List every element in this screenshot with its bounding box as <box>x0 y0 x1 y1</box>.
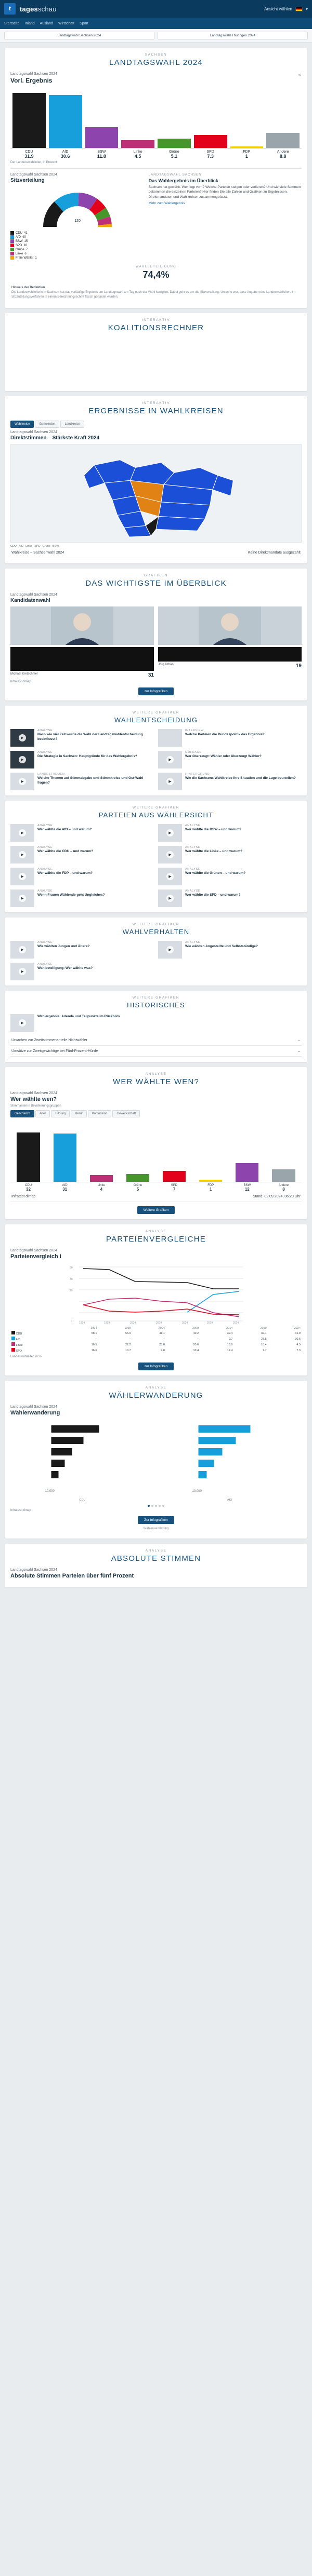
whovoted-chart-head: Landtagswahl Sachsen 2024 <box>10 1091 57 1095</box>
migration-source: Infratest dimap <box>10 1509 31 1512</box>
teaser-thumb <box>10 846 34 864</box>
decision-card <box>5 706 307 795</box>
overview-card-title: DAS WICHTIGSTE IM ÜBERBLICK <box>85 579 227 588</box>
compare-card <box>5 1224 307 1375</box>
svg-text:1994: 1994 <box>79 1321 85 1324</box>
teaser-item[interactable]: ▶ ANALYSE Wer wählte die SPD – und warum? <box>158 889 302 907</box>
pager-dot[interactable] <box>148 1505 150 1507</box>
teaser-item[interactable]: ▶ ANALYSE Wer wählte die FDP – und warum? <box>10 868 154 885</box>
tab-beruf[interactable]: Beruf <box>71 1110 86 1117</box>
svg-text:20: 20 <box>70 1289 73 1292</box>
play-icon[interactable]: ▶ <box>166 895 174 902</box>
behaviour-title: WAHLVERHALTEN <box>122 928 190 936</box>
table-row: SPD 16.6 10.7 9.8 10.4 12.4 7.7 7.3 <box>10 1347 302 1353</box>
teaser-item[interactable]: ▶ ANALYSE Wer wählte die Linke – und warum? <box>158 846 302 864</box>
teaser-thumb <box>10 889 34 907</box>
absolute-chart-title: Absolute Stimmen Parteien über fünf Prozent <box>10 1573 134 1579</box>
whovoted-chart-title: Wer wählte wen? <box>10 1096 57 1102</box>
turnout-block <box>10 260 302 282</box>
pager-dot[interactable] <box>159 1505 161 1507</box>
turnout-value: 74,4% <box>142 269 170 280</box>
svg-text:1999: 1999 <box>104 1321 110 1324</box>
whovoted-meta <box>10 1192 302 1202</box>
pager-dot[interactable] <box>151 1505 153 1507</box>
migration-pager <box>10 1505 302 1507</box>
app-header <box>0 0 312 18</box>
whovoted-actions <box>10 1202 302 1214</box>
page-title: LANDTAGSWAHL 2024 <box>109 58 203 67</box>
tab-gewerkschaft[interactable]: Gewerkschaft <box>112 1110 140 1117</box>
play-icon[interactable]: ▶ <box>19 895 26 902</box>
tab-bildung[interactable]: Bildung <box>51 1110 70 1117</box>
candidate-value: 19 <box>295 663 302 669</box>
map-legend-cdu: CDU <box>10 545 17 548</box>
behaviour-kicker: WEITERE GRAFIKEN <box>132 923 180 926</box>
districts-chart-title: Direktstimmen – Stärkste Kraft 2024 <box>10 435 100 441</box>
districts-footer <box>10 548 302 558</box>
teaser-thumb <box>158 941 182 959</box>
play-icon[interactable]: ▶ <box>19 756 26 763</box>
legend-item-bsw: BSW 15 <box>10 239 145 243</box>
candidate-bar <box>158 647 302 662</box>
teaser-thumb <box>158 889 182 907</box>
teaser-thumb <box>158 729 182 747</box>
turnout-label: WAHLBETEILIGUNG <box>135 265 177 268</box>
teaser-thumb <box>10 963 34 980</box>
editorial-note <box>10 282 302 303</box>
behaviour-grid <box>10 941 302 980</box>
bar-label-cdu: CDU 31.9 <box>24 150 34 159</box>
flag-icon <box>295 7 303 11</box>
svg-text:2024: 2024 <box>233 1321 239 1324</box>
migration-right <box>158 1419 302 1497</box>
candidate-bar <box>10 647 154 671</box>
nav-item-3[interactable]: Wirtschaft <box>58 21 75 25</box>
parties-grid <box>10 824 302 907</box>
bar-label-bsw: BSW 11.8 <box>97 150 106 159</box>
teaser-thumb <box>10 751 34 768</box>
bar-label-spd: SPD 7.3 <box>206 150 214 159</box>
bar-col-bsw <box>85 87 119 148</box>
tab-landkreise[interactable]: Landkreise <box>60 421 84 428</box>
teaser-item[interactable]: ▶ ANALYSE Wer wählte die Grünen – und warum? <box>158 868 302 885</box>
candidate-meta <box>158 663 302 669</box>
menu-label[interactable]: Ansicht wählen <box>264 6 292 11</box>
districts-tabs <box>10 421 302 428</box>
districts-map[interactable] <box>10 444 302 543</box>
group-bsw <box>231 1120 264 1182</box>
bar-col-linke <box>121 87 154 148</box>
decision-kicker: WEITERE GRAFIKEN <box>132 711 180 714</box>
play-icon[interactable]: ▶ <box>166 851 174 858</box>
play-icon[interactable]: ▶ <box>19 778 26 785</box>
teaser-thumb <box>10 824 34 842</box>
tab-konfession[interactable]: Konfession <box>88 1110 112 1117</box>
migration-card <box>5 1381 307 1539</box>
bar-label-andere: Andere 8.8 <box>277 150 289 159</box>
overview-title: Das Wahlergebnis im Überblick <box>148 178 218 183</box>
group-cdu <box>12 1120 45 1182</box>
map-svg[interactable] <box>11 444 301 542</box>
group-label-spd: SPD 7 <box>171 1184 178 1192</box>
share-icon[interactable]: ⋖ <box>297 72 302 77</box>
historic-card <box>5 991 307 1062</box>
teaser-item[interactable]: ▶ ANALYSE Nach wie viel Zeit wurde die Wahl der Landtagswahlentscheidung beeinflusst? <box>10 729 154 747</box>
play-icon[interactable]: ▶ <box>19 946 26 953</box>
whovoted-date: Stand: 02.09.2024, 06:20 Uhr <box>253 1195 301 1198</box>
migration-title: WÄHLERWANDERUNG <box>109 1391 203 1400</box>
compare-chart-head: Landtagswahl Sachsen 2024 <box>10 1249 57 1252</box>
coalition-kicker: INTERAKTIV <box>141 318 171 322</box>
breadcrumb-item-sachsen[interactable]: Landtagswahl Sachsen 2024 <box>4 32 154 39</box>
compare-actions <box>10 1358 302 1370</box>
legend-item-fw: Freie Wähler 1 <box>10 256 145 260</box>
svg-text:2004: 2004 <box>130 1321 136 1324</box>
play-icon[interactable]: ▶ <box>19 968 26 975</box>
compare-chart-title: Parteienvergleich I <box>10 1253 61 1260</box>
migration-left-svg <box>10 1419 154 1497</box>
svg-text:10.000: 10.000 <box>192 1490 202 1493</box>
teaser-item[interactable]: ▶ ANALYSE Wie wählten Jungen und Ältere? <box>10 941 154 959</box>
bar-label-gruene: Grüne 5.1 <box>169 150 179 159</box>
map-legend-spd: SPD <box>34 545 41 548</box>
migration-chart <box>10 1419 302 1497</box>
th-2019: 2019 <box>260 1327 267 1330</box>
migration-kicker: ANALYSE <box>145 1386 167 1390</box>
teaser-item[interactable]: ▶ ANALYSE Wie wählten Angestellte und Selbstständige? <box>158 941 302 959</box>
migration-captions <box>10 1497 302 1502</box>
migration-right-svg <box>158 1419 302 1497</box>
historic-grid <box>10 1014 302 1032</box>
whovoted-source: Infratest dimap <box>11 1195 36 1198</box>
absolute-chart-head: Landtagswahl Sachsen 2024 <box>10 1568 57 1572</box>
map-legend-linke: Linke <box>25 545 33 548</box>
bar-col-afd <box>49 87 82 148</box>
tab-gemeinden[interactable]: Gemeinden <box>35 421 59 428</box>
main-nav <box>0 18 312 29</box>
historic-title: HISTORISCHES <box>127 1001 185 1009</box>
coalition-title: KOALITIONSRECHNER <box>108 323 204 332</box>
districts-chart-head: Landtagswahl Sachsen 2024 <box>10 430 57 434</box>
play-icon[interactable]: ▶ <box>19 873 26 880</box>
svg-text:10.000: 10.000 <box>45 1490 55 1493</box>
group-linke <box>85 1120 118 1182</box>
result-bar-labels <box>10 149 302 159</box>
teaser-thumb <box>10 941 34 959</box>
teaser-thumb <box>10 868 34 885</box>
teaser-item[interactable]: ▶ ANALYSE Wenn Frauen Wählende geht Ungleiches? <box>10 889 154 907</box>
whovoted-card <box>5 1067 307 1219</box>
districts-footer-right: Keine Direktmandate ausgezählt <box>248 551 301 555</box>
breadcrumb <box>0 29 312 43</box>
chevron-down-icon[interactable]: ⌄ <box>297 1049 301 1053</box>
chevron-down-icon[interactable]: ⌄ <box>297 1039 301 1042</box>
group-fdp <box>194 1120 227 1182</box>
migration-footer: Wählerwanderung <box>143 1527 169 1530</box>
chevron-down-icon[interactable]: ▾ <box>305 6 308 11</box>
group-label-fdp: FDP 1 <box>207 1184 214 1192</box>
pager-dot[interactable] <box>162 1505 164 1507</box>
group-label-bsw: BSW 12 <box>243 1184 251 1192</box>
th-2004: 2004 <box>158 1327 165 1330</box>
play-icon[interactable]: ▶ <box>19 1019 26 1027</box>
teaser-thumb <box>158 773 182 790</box>
overview-kicker: LANDTAGSWAHL SACHSEN <box>148 173 202 177</box>
table-row: CDU 58.1 56.9 41.1 40.2 39.4 32.1 31.9 <box>10 1330 302 1336</box>
legend-item-linke: Linke 6 <box>10 252 145 255</box>
brand-title <box>20 5 57 13</box>
seats-donut <box>10 186 145 229</box>
whovoted-chart <box>10 1120 302 1182</box>
play-icon[interactable]: ▶ <box>19 734 26 741</box>
group-andere <box>267 1120 300 1182</box>
compare-line-chart <box>10 1263 302 1324</box>
group-label-gruene: Grüne 5 <box>133 1184 142 1192</box>
table-header-row <box>10 1326 302 1330</box>
bar-col-andere <box>266 87 300 148</box>
bar-label-afd: AfD 30.6 <box>60 150 70 159</box>
whovoted-tabs <box>10 1110 302 1117</box>
decision-grid <box>10 729 302 790</box>
candidate-value: 31 <box>148 672 154 678</box>
cand-chart-head: Landtagswahl Sachsen 2024 <box>10 593 57 597</box>
bar-col-gruene <box>158 87 191 148</box>
candidate-meta <box>10 672 154 678</box>
cand-chart-title: Kandidatenwahl <box>10 598 50 603</box>
editorial-note-text: Die Landeswahlleiterin in Sachsen hat das vorläufige Ergebnis am Landtagswahl am Tag nach der Wahl korrigiert. Dabei geht es um die Sitzverteilung. Ursache war, dass Angaben des Landeswahlleiters im Sitzzuteilungsverfahren in einem Berechnungsschritt falsch gerundet wurden. <box>11 291 295 299</box>
teaser-thumb <box>10 1014 34 1032</box>
whovoted-title: WER WÄHLTE WEN? <box>112 1077 200 1086</box>
tab-geschlecht[interactable]: Geschlecht <box>10 1110 34 1117</box>
result-kicker: SACHSEN <box>145 53 167 57</box>
teaser-thumb <box>158 846 182 864</box>
tab-wahlkreise[interactable]: Wahlkreise <box>10 421 34 428</box>
line-chart-svg <box>10 1263 302 1324</box>
historic-row-2[interactable] <box>10 1046 302 1057</box>
map-legend-bsw: BSW <box>52 545 59 548</box>
nav-item-1[interactable]: Inland <box>24 21 35 25</box>
play-icon[interactable]: ▶ <box>19 851 26 858</box>
overview-teaser <box>149 173 302 260</box>
whovoted-kicker: ANALYSE <box>145 1072 167 1076</box>
teaser-thumb <box>158 751 182 768</box>
coalition-card <box>5 313 307 391</box>
teaser-thumb <box>158 824 182 842</box>
seats-legend <box>10 231 145 260</box>
bar-col-cdu <box>12 87 46 148</box>
candidate-kretschmer <box>10 606 154 678</box>
teaser-thumb <box>10 729 34 747</box>
teaser-item[interactable]: ▶ ANALYSE Wer wählte die AfD – und warum? <box>10 824 154 842</box>
result-source: Der Landesswahlleiter, in Prozent <box>10 161 57 164</box>
legend-item-afd: AfD 40 <box>10 235 145 239</box>
nav-item-2[interactable]: Ausland <box>40 21 53 25</box>
compare-source: Landeswahlleiter, in % <box>10 1355 42 1358</box>
legend-item-spd: SPD 10 <box>10 244 145 247</box>
candidate-grid <box>10 606 302 678</box>
teaser-item[interactable]: ▶ ANALYSE Die Strategie in Sachsen: Hauptgründe für das Wahlergebnis? <box>10 751 154 768</box>
overview-card-kicker: GRAFIKEN <box>144 574 168 577</box>
svg-text:2014: 2014 <box>182 1321 188 1324</box>
result-chart-title: Vorl. Ergebnis <box>10 77 53 84</box>
bar-col-fdp <box>230 87 264 148</box>
candidate-photo <box>10 606 154 645</box>
absolute-title: ABSOLUTE STIMMEN <box>111 1554 201 1563</box>
historic-row-label: Ursachen zur Zweitstimmenanteile Nichtwähler <box>11 1038 87 1042</box>
play-icon[interactable]: ▶ <box>166 778 174 785</box>
brand-light: schau <box>37 5 57 13</box>
historic-row-1[interactable] <box>10 1035 302 1046</box>
svg-text:2009: 2009 <box>156 1321 162 1324</box>
migration-right-title: AfD <box>227 1499 232 1502</box>
header-right <box>264 7 308 11</box>
th-1994: 1994 <box>90 1327 97 1330</box>
migration-left <box>10 1419 154 1497</box>
breadcrumb-item-thueringen[interactable]: Landtagswahl Thüringen 2024 <box>158 32 308 39</box>
cand-source: Infratest dimap <box>10 680 31 683</box>
compare-title: PARTEIENVERGLEICHE <box>106 1235 206 1244</box>
teaser-item[interactable]: ▶ ANALYSE Wahlbeteiligung: Wer wählte was? <box>10 963 154 980</box>
play-icon[interactable]: ▶ <box>166 873 174 880</box>
absolute-card <box>5 1544 307 1587</box>
seats-chart <box>10 173 145 260</box>
seats-section <box>10 173 302 260</box>
overview-link[interactable]: Mehr zum Wahlergebnis <box>148 201 185 206</box>
result-bar-chart <box>10 87 302 149</box>
th-1999: 1999 <box>124 1327 131 1330</box>
migration-more-button[interactable]: Zur Infografiken <box>138 1516 174 1524</box>
play-icon[interactable]: ▶ <box>166 829 174 837</box>
teaser-item[interactable]: ▶ UMFRAGE Wer überzeugt: Wähler oder überzeugt Wähler? <box>158 751 302 768</box>
play-icon[interactable]: ▶ <box>166 756 174 763</box>
map-legend-afd: AfD <box>18 545 24 548</box>
candidate-urban <box>158 606 302 678</box>
compare-table <box>10 1326 302 1353</box>
nav-item-4[interactable]: Sport <box>80 21 88 25</box>
migration-chart-title: Wählerwanderung <box>10 1410 60 1416</box>
compare-more-button[interactable]: zur Infografiken <box>138 1363 174 1370</box>
teaser-item[interactable]: ▶ ANALYSE Wer wählte die BSW – und warum? <box>158 824 302 842</box>
migration-actions <box>10 1512 302 1524</box>
legend-item-gruene: Grüne 7 <box>10 248 145 251</box>
svg-text:0: 0 <box>71 1320 72 1323</box>
map-legend-gruene: Grüne <box>42 545 50 548</box>
group-label-cdu: CDU 32 <box>25 1184 32 1192</box>
group-spd <box>158 1120 191 1182</box>
compare-kicker: ANALYSE <box>145 1230 167 1233</box>
group-label-andere: Andere 8 <box>278 1184 289 1192</box>
svg-text:120: 120 <box>74 219 81 223</box>
bar-label-fdp: FDP 1 <box>243 150 251 159</box>
th-2009: 2009 <box>192 1327 199 1330</box>
play-icon[interactable]: ▶ <box>166 946 174 953</box>
result-card <box>5 48 307 308</box>
svg-text:40: 40 <box>70 1278 73 1281</box>
seats-chart-title: Sitzverteilung <box>10 178 45 183</box>
svg-text:2019: 2019 <box>207 1321 213 1324</box>
legend-item-cdu: CDU 41 <box>10 231 145 235</box>
tab-alter[interactable]: Alter <box>35 1110 50 1117</box>
migration-chart-head: Landtagswahl Sachsen 2024 <box>10 1405 57 1409</box>
parties-kicker: WEITERE GRAFIKEN <box>132 806 180 810</box>
historic-row-note: Umsätze zur Zweitgewichtige bei Fünf-Prozent-Hürde <box>11 1049 98 1053</box>
bar-col-spd <box>194 87 227 148</box>
pager-dot[interactable] <box>155 1505 157 1507</box>
districts-kicker: INTERAKTIV <box>141 401 171 405</box>
divider <box>10 168 302 169</box>
absolute-kicker: ANALYSE <box>145 1549 167 1553</box>
logo-icon[interactable]: t <box>4 3 16 15</box>
candidate-name: Jörg Urban <box>158 663 174 666</box>
result-chart-head: Landtagswahl Sachsen 2024 <box>10 72 57 76</box>
overview-actions <box>10 683 302 695</box>
overview-more-button[interactable]: zur Infografiken <box>138 687 174 695</box>
teaser-item[interactable]: ▶ Wahlergebnis: Adenda und Teilpunkte im Rückblick <box>10 1014 154 1032</box>
whovoted-more-button[interactable]: Weitere Grafiken <box>137 1206 175 1214</box>
group-label-linke: Linke 4 <box>97 1184 105 1192</box>
historic-kicker: WEITERE GRAFIKEN <box>132 996 180 1000</box>
districts-title: ERGEBNISSE IN WAHLKREISEN <box>88 407 224 415</box>
th-2024: 2024 <box>294 1327 301 1330</box>
decision-title: WAHLENTSCHEIDUNG <box>114 716 198 724</box>
candidate-photo <box>158 606 302 645</box>
play-icon[interactable]: ▶ <box>19 829 26 837</box>
teaser-thumb <box>158 868 182 885</box>
svg-text:60: 60 <box>70 1266 73 1270</box>
overview-text: Sachsen hat gewählt. Wer liegt vorn? Welche Parteien steigen oder verlieren? Und wie viele Stimmen bekommen die einzelnen Parteien? Hier finden Sie alle Zahlen und Grafiken zu Ergebnissen, Direktmandaten und Wahlkreisen zusammengefasst. <box>148 185 301 199</box>
group-gruene <box>121 1120 154 1182</box>
districts-card <box>5 396 307 563</box>
group-afd <box>48 1120 81 1182</box>
parties-card <box>5 801 307 912</box>
editorial-note-title: Hinweis der Redaktion <box>11 286 45 289</box>
bar-label-linke: Linke 4.5 <box>133 150 142 159</box>
migration-left-title: CDU <box>79 1499 86 1502</box>
group-label-afd: AfD 31 <box>62 1184 68 1192</box>
parties-title: PARTEIEN AUS WÄHLERSICHT <box>98 811 214 819</box>
teaser-item[interactable]: ▶ HINTERGRUND Wie die Sachsens Wahlkreise ihre Situation und die Lage beurteilen? <box>158 773 302 790</box>
candidate-name: Michael Kretschmer <box>10 672 38 676</box>
table-row: AfD – – – – 9.7 27.5 30.6 <box>10 1336 302 1342</box>
whovoted-chart-sub: Stimmanteil in Bevölkerungsgruppen <box>10 1104 61 1108</box>
teaser-item[interactable]: INTERVIEW Welche Parteien die Bundespolitik das Ergebnis? <box>158 729 302 747</box>
table-row: Linke 16.5 22.2 23.6 20.6 18.9 10.4 4.5 <box>10 1342 302 1347</box>
whovoted-labels <box>10 1182 302 1192</box>
nav-item-0[interactable]: Startseite <box>4 21 20 25</box>
donut-chart-svg <box>38 186 116 229</box>
districts-footer-left: Wahlkreise – Sachsenwahl 2024 <box>11 551 64 555</box>
teaser-item[interactable]: ▶ LANDESTHEMEN Welche Themen auf Stimmabgabe und Stimmkreise und Ost-Wahl fragen? <box>10 773 154 790</box>
teaser-item[interactable]: ▶ ANALYSE Wer wählte die CDU – und warum? <box>10 846 154 864</box>
brand-bold: tages <box>20 5 38 13</box>
teaser-thumb <box>10 773 34 790</box>
behaviour-card <box>5 918 307 986</box>
seats-chart-head: Landtagswahl Sachsen 2024 <box>10 173 57 177</box>
overview-card <box>5 569 307 700</box>
th-2014: 2014 <box>226 1327 233 1330</box>
